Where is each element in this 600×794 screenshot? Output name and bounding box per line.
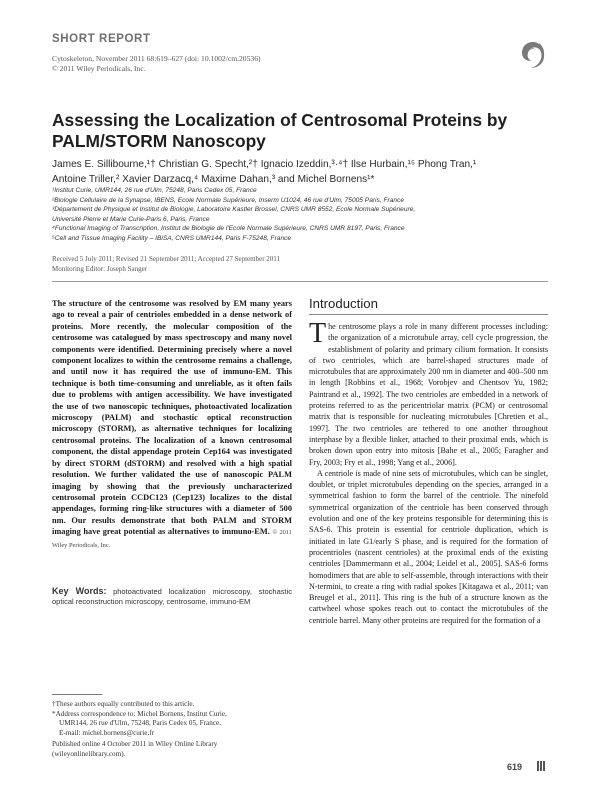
abstract bbox=[52, 298, 292, 551]
affiliation-4: ⁴Functional Imaging of Transcription, Institut de Biologie de l'Ecole Normale Supérieure, CNRS UMR 8197, Paris, France bbox=[52, 225, 405, 233]
footnotes bbox=[52, 700, 292, 760]
authors-line-2: Antoine Triller,² Xavier Darzacq,⁴ Maxime Dahan,³ and Michel Bornens¹* bbox=[52, 174, 375, 185]
keywords bbox=[52, 586, 292, 608]
introduction-body bbox=[309, 318, 548, 626]
keywords-label: Key Words: bbox=[52, 586, 107, 596]
affiliation-1: ¹Institut Curie, UMR144, 26 rue d'Ulm, 75248, Paris Cedex 05, France bbox=[52, 187, 257, 194]
affiliation-3-cont: Université Pierre et Marie Curie-Paris 6, Paris, France bbox=[52, 215, 210, 223]
affiliations bbox=[52, 186, 562, 244]
header-divider bbox=[52, 281, 548, 282]
section-label: SHORT REPORT bbox=[52, 33, 151, 45]
correspondence-line-1: *Address correspondence to: Michel Bornens, Institut Curie, bbox=[52, 709, 227, 718]
copyright-line: © 2011 Wiley Periodicals, Inc. bbox=[52, 64, 146, 73]
article-title: Assessing the Localization of Centrosomal Proteins by PALM/STORM Nanoscopy bbox=[52, 110, 508, 151]
keywords-text: photoactivated localization microscopy, stochastic optical reconstruction microscopy, centrosome, immuno-EM bbox=[52, 587, 293, 607]
monitoring-editor: Monitoring Editor: Joseph Sanger bbox=[52, 264, 148, 273]
author-list bbox=[52, 157, 562, 187]
page-marker-icon bbox=[535, 760, 547, 772]
citation-line: Cytoskeleton, November 2011 68:619–627 (doi: 10.1002/cm.20536) bbox=[52, 54, 261, 63]
equal-contribution-note: †These authors equally contributed to this article. bbox=[52, 700, 195, 708]
affiliation-2: ²Biologie Cellulaire de la Synapse, IBENS, Ecole Normale Supérieure, Inserm U1024, 46 rue d'Ulm, 75005 Paris, France bbox=[52, 196, 404, 204]
received-dates: Received 5 July 2011; Revised 21 September 2011; Accepted 27 September 2011 bbox=[52, 255, 281, 263]
journal-citation bbox=[52, 54, 261, 74]
affiliation-3: ³Département de Physique et Institut de Biologie, Laboratoire Kastler Brossel, CNRS UMR 8552, Ecole Normale Supérieure, bbox=[52, 206, 416, 214]
introduction-paragraph-2: A centriole is made of nine sets of microtubules, which can be singlet, doublet, or triplet microtubules depending on the species, arranged in a symmetrical fashion to form the barrel of the centriole. The ninefold symmetrical organization of the centriole has been conserved through evolution and one of the key proteins responsible for determining this is SAS-6. This protein is essential for centriole duplication, which is initiated in late G1/early S phase, and is required for the formation of procentrioles (nascent centrioles) at the proximal ends of the existing centrioles [Dammermann et al., 2004; Leidel et al., 2005]. SAS-6 forms homodimers that are able to self-assemble, through interactions with their N-termini, to create a ring with radial spokes [Kitagawa et al., 2011; van Breugel et al., 2011]. This ring is the hub of a structure known as the cartwheel whose spokes reach out to contact the microtubules of the centriole barrel. Many other proteins are required for the formation of a bbox=[309, 468, 548, 625]
published-line-2[interactable]: (wileyonlinelibrary.com). bbox=[52, 749, 126, 758]
introduction-divider bbox=[309, 314, 548, 315]
page-number: 619 bbox=[507, 762, 523, 772]
introduction-heading: Introduction bbox=[309, 296, 378, 311]
drop-cap: T bbox=[309, 318, 327, 349]
correspondence-email[interactable]: E-mail: michel.bornens@curie.fr bbox=[59, 728, 155, 737]
footnote-divider bbox=[52, 694, 102, 695]
published-line-1: Published online 4 October 2011 in Wiley Online Library bbox=[52, 740, 218, 749]
correspondence-line-2: UMR144, 26 rue d'Ulm, 75248, Paris Cedex 05, France. bbox=[59, 719, 221, 728]
abstract-text: The structure of the centrosome was resolved by EM many years ago to reveal a pair of centrioles embedded in a dense network of proteins. More recently, the molecular composition of the centrosome was catalogued by mass spectroscopy and many novel components were identified. Determining precisely where a novel component localizes to within the centrosome remains a challenge, and until now it has required the use of immuno-EM. This technique is both time-consuming and unreliable, as it often fails due to problems with antigen accessibility. We have investigated the use of two nanoscopic techniques, photoactivated localization microscopy (PALM) and stochastic optical reconstruction microscopy (STORM), as alternative techniques for localizing centrosomal proteins. The localization of a known centrosomal component, the distal appendage protein Cep164 was investigated by direct STORM (dSTORM) and resolved with a high spatial resolution. We further validated the use of nanoscopic PALM imaging by showing that the previously uncharacterized centrosomal protein CCDC123 (Cep123) localizes to the distal appendages, forming ring-like structures with a diameter of 500 nm. Our results demonstrate that both PALM and STORM imaging have great potential as alternatives to immuno-EM. bbox=[52, 299, 292, 537]
introduction-paragraph-1 bbox=[309, 318, 548, 468]
wiley-logo-icon bbox=[519, 40, 547, 70]
authors-line-1: James E. Sillibourne,¹† Christian G. Specht,²† Ignacio Izeddin,³·⁴† Ilse Hurbain,¹⁵ Phong Tran,¹ bbox=[52, 159, 477, 170]
affiliation-5: ⁵Cell and Tissue Imaging Facility – IBiSA, CNRS UMR144, Paris F-75248, France bbox=[52, 234, 292, 242]
article-dates bbox=[52, 255, 280, 274]
introduction-paragraph-1-text: he centrosome plays a role in many different processes including: the organization of a microtubule array, cell cycle progression, the establishment of polarity and primary cilium formation. It consists of two centrioles, which are barrel-shaped structures made of microtubules that are approximately 200 nm in diameter and 400–500 nm in length [Robbins et al., 1968; Vorobjev and Chentsov Yu, 1982; Paintrand et al., 1992]. The two centrioles are embedded in a network of proteins referred to as the pericentriolar matrix (PCM) or centrosomal matrix that is responsible for nucleating microtubules [Chretien et al., 1997]. The two centrioles are tethered to one another throughout interphase by a flexible linker, attached to their proximal ends, which is broken down upon entry into mitosis [Bahe et al., 2005; Faragher and Fry, 2003; Fry et al., 1998; Yang et al., 2006]. bbox=[309, 322, 548, 467]
abstract-copyright: © 2011 Wiley Periodicals, Inc. bbox=[52, 529, 292, 549]
